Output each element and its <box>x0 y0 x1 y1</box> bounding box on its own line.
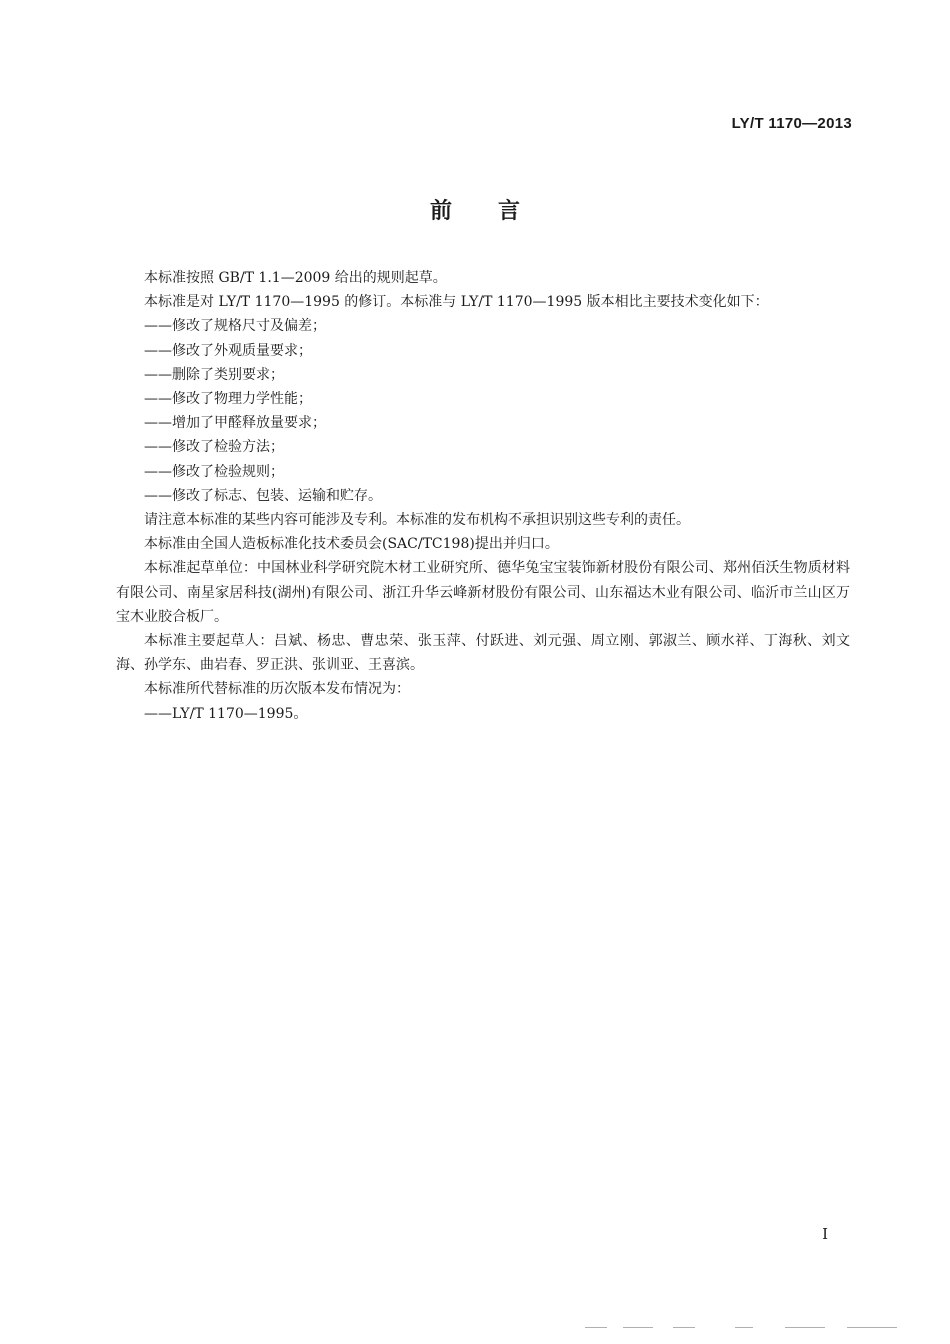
scan-mark <box>735 1327 753 1328</box>
page-number: I <box>822 1225 828 1243</box>
change-item: ——修改了检验规则； <box>144 463 284 480</box>
paragraph-drafting-rules: 本标准按照 GB/T 1.1—2009 给出的规则起草。 <box>144 270 447 286</box>
paragraph-drafters: 本标准主要起草人：吕斌、杨忠、曹忠荣、张玉萍、付跃进、刘元强、周立刚、郭淑兰、顾水祥、丁海秋、刘文海、孙学东、曲岩春、罗正洪、张训亚、王喜滨。 <box>116 633 850 674</box>
paragraph-history-intro: 本标准所代替标准的历次版本发布情况为： <box>144 681 410 698</box>
history-item: ——LY/T 1170—1995。 <box>144 705 308 722</box>
change-item: ——修改了检验方法； <box>144 439 284 456</box>
paragraph-drafting-units: 本标准起草单位：中国林业科学研究院木材工业研究所、德华兔宝宝装饰新材股份有限公司、郑州佰沃生物质材料有限公司、南星家居科技(湖州)有限公司、浙江升华云峰新材股份有限公司、山东福达木业有限公司、临沂市兰山区万宝木业胶合板厂。 <box>116 560 850 625</box>
change-item: ——修改了外观质量要求； <box>144 342 312 359</box>
change-item: ——修改了标志、包装、运输和贮存。 <box>144 487 382 504</box>
scan-mark <box>673 1327 695 1328</box>
scan-mark <box>847 1327 897 1328</box>
paragraph-revision-note: 本标准是对 LY/T 1170—1995 的修订。本标准与 LY/T 1170—1995 版本相比主要技术变化如下： <box>144 294 769 311</box>
scan-mark <box>785 1327 825 1328</box>
paragraph-patent-notice: 请注意本标准的某些内容可能涉及专利。本标准的发布机构不承担识别这些专利的责任。 <box>144 512 690 529</box>
page-title: 前言 <box>429 199 566 224</box>
change-item: ——修改了物理力学性能； <box>144 391 312 408</box>
change-item: ——修改了规格尺寸及偏差； <box>144 318 326 335</box>
scan-artifact-divider <box>585 1327 905 1331</box>
scan-mark <box>623 1327 653 1328</box>
change-item: ——删除了类别要求； <box>144 366 284 383</box>
scan-mark <box>585 1327 607 1328</box>
paragraph-committee: 本标准由全国人造板标准化技术委员会(SAC/TC198)提出并归口。 <box>144 536 559 553</box>
change-item: ——增加了甲醛释放量要求； <box>144 415 326 432</box>
standard-code: LY/T 1170—2013 <box>731 115 852 132</box>
foreword-body <box>116 266 850 726</box>
